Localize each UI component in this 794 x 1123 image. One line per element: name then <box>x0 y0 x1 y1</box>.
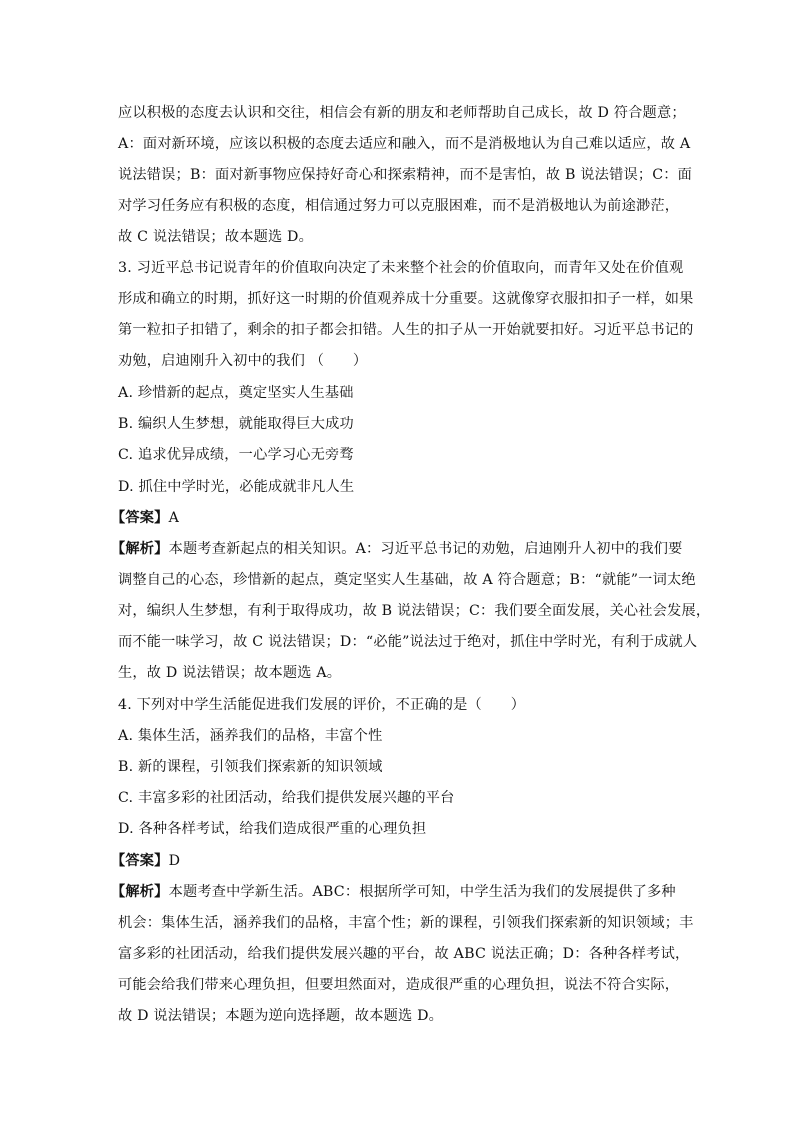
analysis-line <box>111 539 683 559</box>
text-line: 应以积极的态度去认识和交往，相信会有新的朋友和老师帮助自己成长，故 D 符合题意； <box>118 105 686 121</box>
answer-label: 【答案】 <box>111 853 169 869</box>
option-d: D. 抓住中学时光，必能成就非凡人生 <box>118 479 355 495</box>
analysis-label: 【解析】 <box>111 884 169 900</box>
analysis-line <box>111 882 676 902</box>
answer-line <box>111 508 179 528</box>
option-b: B. 新的课程，引领我们探索新的知识领域 <box>118 759 383 775</box>
option-c: C. 追求优异成绩，一心学习心无旁骛 <box>118 447 354 463</box>
option-a: A. 集体生活，涵养我们的品格，丰富个性 <box>118 728 383 744</box>
answer-line <box>111 851 180 871</box>
text-line: A：面对新环境，应该以积极的态度去适应和融入，而不是消极地认为自己难以适应，故 A <box>118 136 691 152</box>
text-line: 对学习任务应有积极的态度，相信通过努力可以克服困难，而不是消极地认为前途渺茫， <box>118 198 680 214</box>
question-stem: 4. 下列对中学生活能促进我们发展的评价，不正确的是（ ） <box>118 697 526 713</box>
text-line: 说法错误；B：面对新事物应保持好奇心和探索精神，而不是害怕，故 B 说法错误；C：面 <box>118 167 693 183</box>
analysis-label: 【解析】 <box>111 541 169 557</box>
analysis-text: 机会：集体生活，涵养我们的品格，丰富个性；新的课程，引领我们探索新的知识领域；丰 <box>118 915 694 931</box>
question-stem: 形成和确立的时期，抓好这一时期的价值观养成十分重要。这就像穿衣服扣扣子一样，如果 <box>118 291 694 307</box>
analysis-text: 而不能一味学习，故 C 说法错误；D：“必能”说法过于绝对，抓住中学时光，有利于成就人 <box>118 634 698 650</box>
analysis-text: 可能会给我们带来心理负担，但要坦然面对，造成很严重的心理负担，说法不符合实际， <box>118 977 680 993</box>
answer-value: A <box>168 510 180 526</box>
question-stem: 第一粒扣子扣错了，剩余的扣子都会扣错。人生的扣子从一开始就要扣好。习近平总书记的 <box>118 322 694 338</box>
text-line: 故 C 说法错误；故本题选 D。 <box>118 229 314 245</box>
answer-value: D <box>168 853 181 869</box>
question-stem: 劝勉，启迪刚升入初中的我们 （ ） <box>118 353 368 369</box>
analysis-text: 富多彩的社团活动，给我们提供发展兴趣的平台，故 ABC 说法正确；D：各种各样考试， <box>118 946 690 962</box>
question-stem: 3. 习近平总书记说青年的价值取向决定了未来整个社会的价值取向，而青年又处在价值观 <box>118 260 684 276</box>
analysis-text: 本题考查中学新生活。ABC：根据所学可知，中学生活为我们的发展提供了多种 <box>168 884 676 900</box>
answer-label: 【答案】 <box>111 510 169 526</box>
option-c: C. 丰富多彩的社团活动，给我们提供发展兴趣的平台 <box>118 790 455 806</box>
option-b: B. 编织人生梦想，就能取得巨大成功 <box>118 416 354 432</box>
analysis-text: 本题考查新起点的相关知识。A：习近平总书记的劝勉，启迪刚升人初中的我们要 <box>168 541 683 557</box>
analysis-text: 对，编织人生梦想，有利于取得成功，故 B 说法错误；C：我们要全面发展，关心社会发展， <box>118 603 711 619</box>
option-d: D. 各种各样考试，给我们造成很严重的心理负担 <box>118 821 427 837</box>
analysis-text: 调整自己的心态，珍惜新的起点，奠定坚实人生基础，故 A 符合题意；B：“就能”一词太绝 <box>118 572 696 588</box>
analysis-text: 故 D 说法错误；本题为逆向选择题，故本题选 D。 <box>118 1008 444 1024</box>
analysis-text: 生，故 D 说法错误；故本题选 A。 <box>118 665 342 681</box>
option-a: A. 珍惜新的起点，奠定坚实人生基础 <box>118 385 354 401</box>
